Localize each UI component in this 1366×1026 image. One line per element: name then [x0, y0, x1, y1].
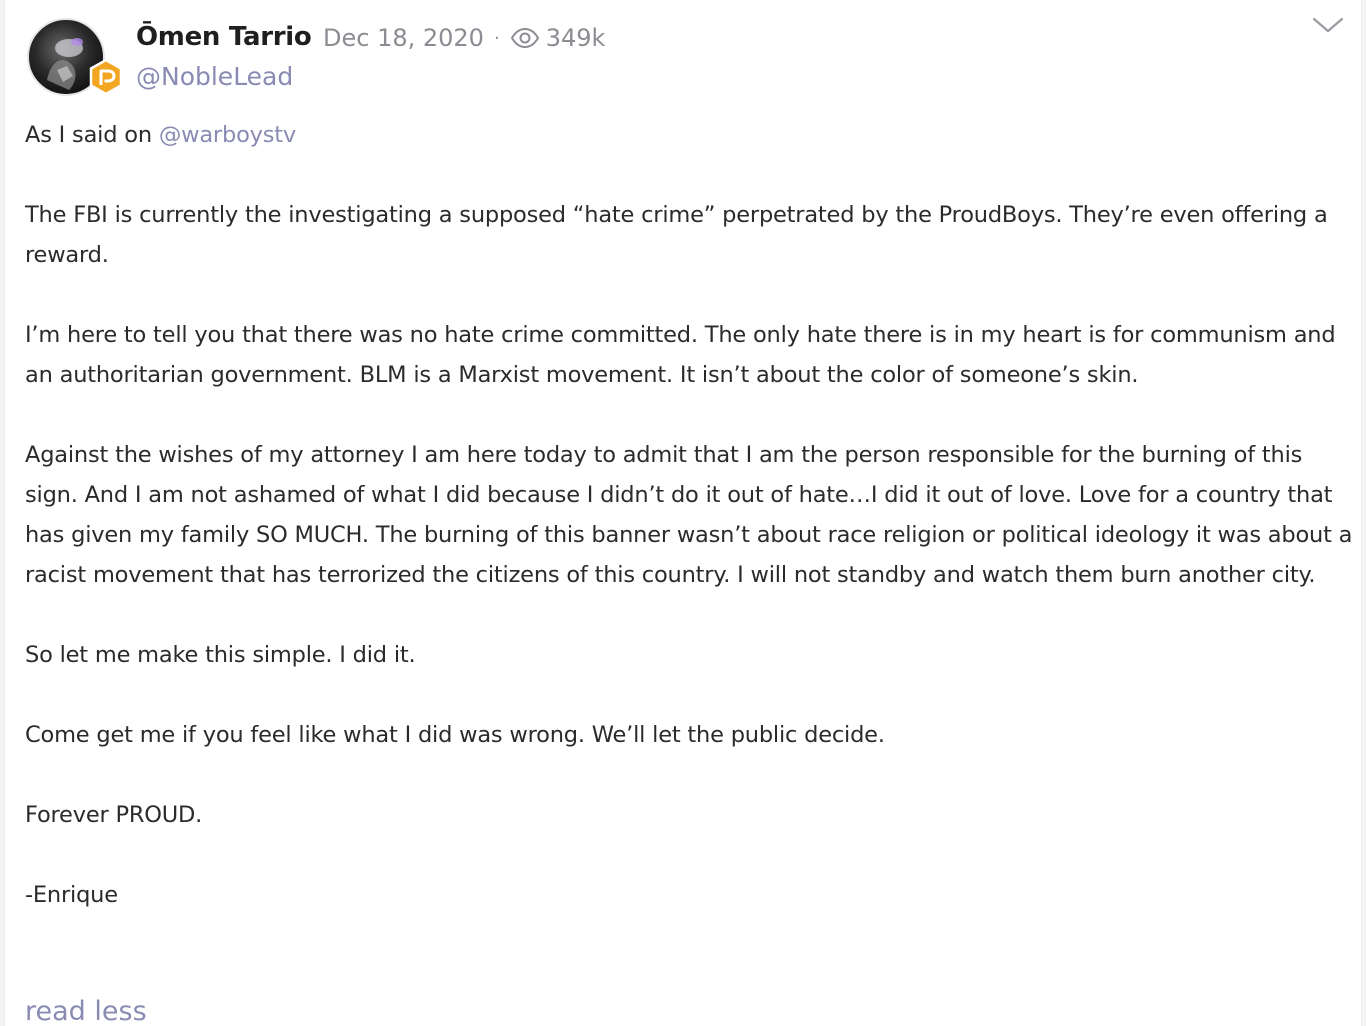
post-paragraph: Forever PROUD. [25, 802, 203, 828]
chevron-down-icon[interactable] [1311, 14, 1345, 36]
meta-separator: · [493, 27, 500, 49]
post-paragraph: The FBI is currently the investigating a supposed “hate crime” perpetrated by the ProudBoys. They’re even offering a reward. [25, 202, 1335, 268]
post-body [25, 115, 1360, 915]
author-handle[interactable]: @NobleLead [136, 62, 294, 91]
post-paragraph: Come get me if you feel like what I did was wrong. We’ll let the public decide. [25, 722, 885, 748]
intro-text: As I said on [25, 122, 159, 148]
view-count: 349k [545, 24, 606, 52]
post-card [4, 0, 1362, 1026]
parler-p-badge-icon [87, 58, 125, 96]
post-paragraph: Against the wishes of my attorney I am here today to admit that I am the person responsible for the burning of this sign. And I am not ashamed of what I did because I didn’t do it out of hate…I did it out of love. Love for a country that has given my family SO MUCH. The burning of this banner wasn’t about race religion or political ideology it was about a racist movement that has terrorized the citizens of this country. I will not standby and watch them burn another city. [25, 442, 1360, 588]
post-signature: -Enrique [25, 882, 118, 908]
read-less-link[interactable]: read less [25, 996, 147, 1026]
mention-link[interactable]: @warboystv [158, 122, 297, 148]
author-name[interactable]: Ōmen Tarrio [136, 22, 312, 52]
eye-icon [510, 27, 540, 49]
post-paragraph: So let me make this simple. I did it. [25, 642, 416, 668]
avatar[interactable] [27, 18, 105, 96]
post-intro-line [25, 115, 1355, 155]
post-meta [323, 24, 605, 52]
post-date: Dec 18, 2020 [323, 24, 484, 52]
post-paragraph: I’m here to tell you that there was no hate crime committed. The only hate there is in my heart is for communism and an authoritarian government. BLM is a Marxist movement. It isn’t about the color of someone’s skin. [25, 322, 1343, 388]
